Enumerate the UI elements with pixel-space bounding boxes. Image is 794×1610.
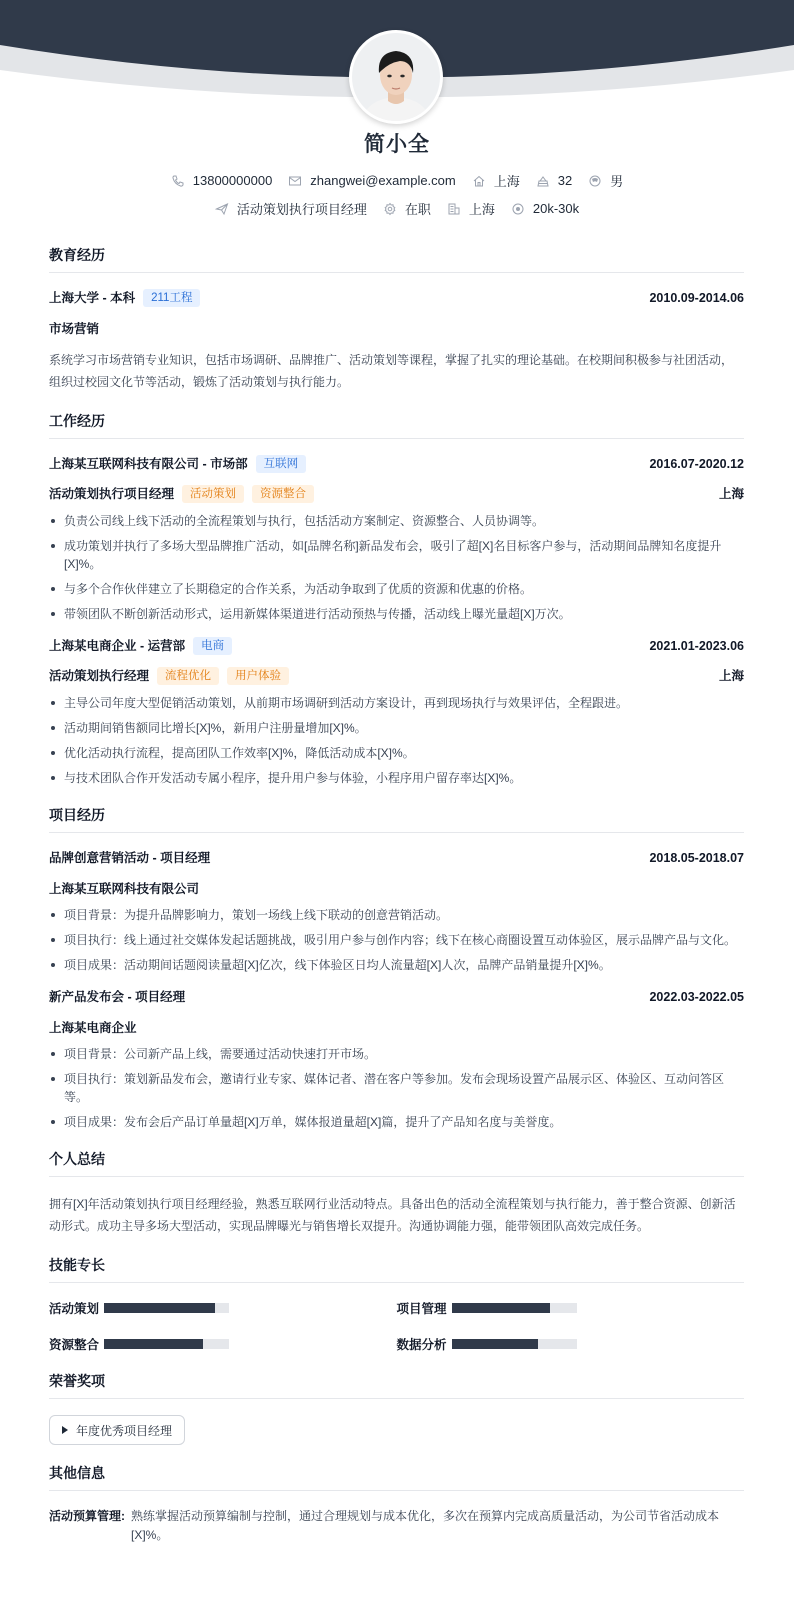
role-info [215, 199, 367, 218]
avatar [349, 30, 443, 124]
skill-bar [452, 1339, 577, 1349]
summary-text: 拥有[X]年活动策划执行项目经理经验，熟悉互联网行业活动特点。具备出色的活动全流程策划与执行能力，善于整合资源、创新活动形式。成功主导多场大型活动，实现品牌曝光与销售增长双提升。沟通协调能力强，能带领团队高效完成任务。 [49, 1197, 736, 1233]
email-text: zhangwei@example.com [310, 173, 456, 188]
other-label: 活动预算管理: [49, 1509, 125, 1523]
work-section [49, 411, 744, 787]
phone-text: 13800000000 [192, 173, 273, 188]
candidate-name: 简小全 [364, 133, 430, 156]
project-date: 2022.03-2022.05 [649, 990, 744, 1004]
salary-info [511, 201, 579, 216]
industry-tag: 互联网 [256, 455, 307, 473]
gender-info [588, 171, 623, 190]
skill-bar-fill [104, 1339, 203, 1349]
work-location: 上海 [718, 669, 744, 683]
work-entry [49, 455, 744, 623]
target-city-info [447, 199, 495, 218]
age-info [536, 173, 572, 188]
work-location: 上海 [718, 487, 744, 501]
salary-text: 20k-30k [532, 201, 580, 216]
section-title: 个人总结 [49, 1149, 744, 1177]
skill-label: 数据分析 [396, 1338, 447, 1352]
gender-icon [588, 174, 602, 188]
awards-section [49, 1371, 744, 1445]
project-entry [49, 849, 744, 974]
list-item: 项目成果：活动期间话题阅读量超[X]亿次，线下体验区日均人流量超[X]人次，品牌产品销量提升[X]%。 [49, 956, 744, 974]
skill-bar [452, 1303, 577, 1313]
skill-bar-fill [452, 1339, 538, 1349]
project-name: 品牌创意营销活动 - 项目经理 [49, 851, 211, 865]
award-item[interactable] [49, 1415, 185, 1445]
skill-bar-fill [104, 1303, 215, 1313]
school-name: 上海大学 - 本科 [49, 291, 136, 305]
industry-tag: 电商 [193, 637, 232, 655]
work-date: 2016.07-2020.12 [649, 457, 744, 471]
play-icon [62, 1426, 68, 1434]
list-item: 负责公司线上线下活动的全流程策划与执行，包括活动方案制定、资源整合、人员协调等。 [49, 512, 744, 530]
building-icon [447, 202, 461, 216]
job-intent-row [0, 199, 794, 218]
list-item: 项目执行：线上通过社交媒体发起话题挑战，吸引用户参与创作内容；线下在核心商圈设置互动体验区，展示品牌产品与文化。 [49, 931, 744, 949]
skill-item [397, 1299, 745, 1317]
education-section [49, 245, 744, 393]
school-tag: 211工程 [143, 289, 200, 307]
skill-tag: 活动策划 [182, 485, 244, 503]
send-icon [215, 202, 229, 216]
other-text: 熟练掌握活动预算编制与控制，通过合理规划与成本优化，多次在预算内完成高质量活动，为公司节省活动成本[X]%。 [131, 1509, 720, 1542]
skill-bar-fill [452, 1303, 551, 1313]
skill-item [49, 1299, 397, 1317]
list-item: 与多个合作伙伴建立了长期稳定的合作关系，为活动争取到了优质的资源和优惠的价格。 [49, 580, 744, 598]
projects-section [49, 805, 744, 1131]
list-item: 活动期间销售额同比增长[X]%，新用户注册量增加[X]%。 [49, 719, 744, 737]
list-item: 项目成果：发布会后产品订单量超[X]万单，媒体报道量超[X]篇，提升了产品知名度与美誉度。 [49, 1113, 744, 1131]
list-item: 优化活动执行流程，提高团队工作效率[X]%，降低活动成本[X]%。 [49, 744, 744, 762]
home-icon [472, 174, 486, 188]
list-item: 项目背景：为提升品牌影响力，策划一场线上线下联动的创意营销活动。 [49, 906, 744, 924]
cake-icon [536, 174, 550, 188]
skill-item [49, 1335, 397, 1353]
education-description: 系统学习市场营销专业知识，包括市场调研、品牌推广、活动策划等课程，掌握了扎实的理论基础。在校期间积极参与社团活动，组织过校园文化节等活动，锻炼了活动策划与执行能力。 [49, 353, 734, 389]
mail-icon [288, 174, 302, 188]
company-name: 上海某电商企业 - 运营部 [49, 639, 186, 653]
phone-icon [171, 174, 185, 188]
skill-label: 资源整合 [49, 1338, 100, 1352]
summary-section [49, 1149, 744, 1237]
skill-bar [104, 1303, 229, 1313]
work-date: 2021.01-2023.06 [649, 639, 744, 653]
list-item: 主导公司年度大型促销活动策划，从前期市场调研到活动方案设计，再到现场执行与效果评估，全程跟进。 [49, 694, 744, 712]
work-entry [49, 637, 744, 787]
list-item: 成功策划并执行了多场大型品牌推广活动，如[品牌名称]新品发布会，吸引了超[X]名目标客户参与，活动期间品牌知名度提升[X]%。 [49, 537, 744, 573]
skill-bar [104, 1339, 229, 1349]
gear-icon [383, 202, 397, 216]
section-title: 荣誉奖项 [49, 1371, 744, 1399]
skill-tag: 用户体验 [227, 667, 289, 685]
project-org: 上海某电商企业 [49, 1021, 137, 1035]
section-title: 技能专长 [49, 1255, 744, 1283]
skill-item [397, 1335, 745, 1353]
role-text: 活动策划执行项目经理 [236, 202, 367, 217]
status-text: 在职 [404, 202, 431, 217]
education-header [49, 289, 744, 307]
skill-tag: 资源整合 [252, 485, 314, 503]
skill-tag: 流程优化 [157, 667, 219, 685]
email-info [288, 173, 455, 188]
section-title: 工作经历 [49, 411, 744, 439]
list-item: 带领团队不断创新活动形式，运用新媒体渠道进行活动预热与传播，活动线上曝光量超[X]万次。 [49, 605, 744, 623]
target-city-text: 上海 [468, 202, 495, 217]
coin-icon [511, 202, 525, 216]
city-info [472, 171, 520, 190]
award-label: 年度优秀项目经理 [76, 1423, 173, 1438]
section-title: 教育经历 [49, 245, 744, 273]
company-name: 上海某互联网科技有限公司 - 市场部 [49, 457, 248, 471]
major: 市场营销 [49, 322, 100, 336]
age-text: 32 [557, 173, 573, 188]
other-item [49, 1507, 744, 1545]
project-date: 2018.05-2018.07 [649, 851, 744, 865]
list-item: 项目执行：策划新品发布会，邀请行业专家、媒体记者、潜在客户等参加。发布会现场设置产品展示区、体验区、互动问答区等。 [49, 1070, 744, 1106]
section-title: 项目经历 [49, 805, 744, 833]
city-text: 上海 [493, 174, 520, 189]
education-date: 2010.09-2014.06 [649, 291, 744, 305]
project-org: 上海某互联网科技有限公司 [49, 882, 200, 896]
project-entry [49, 988, 744, 1131]
job-role: 活动策划执行项目经理 [49, 487, 175, 501]
contact-info-row [0, 171, 794, 190]
job-role: 活动策划执行经理 [49, 669, 150, 683]
phone-info [171, 173, 273, 188]
status-info [383, 199, 431, 218]
gender-text: 男 [610, 174, 624, 189]
skill-label: 项目管理 [396, 1302, 447, 1316]
resume-body [49, 245, 744, 1563]
list-item: 项目背景：公司新产品上线，需要通过活动快速打开市场。 [49, 1045, 744, 1063]
project-name: 新产品发布会 - 项目经理 [49, 990, 186, 1004]
list-item: 与技术团队合作开发活动专属小程序，提升用户参与体验，小程序用户留存率达[X]%。 [49, 769, 744, 787]
skills-section [49, 1255, 744, 1353]
skill-label: 活动策划 [49, 1302, 100, 1316]
other-section [49, 1463, 744, 1545]
section-title: 其他信息 [49, 1463, 744, 1491]
